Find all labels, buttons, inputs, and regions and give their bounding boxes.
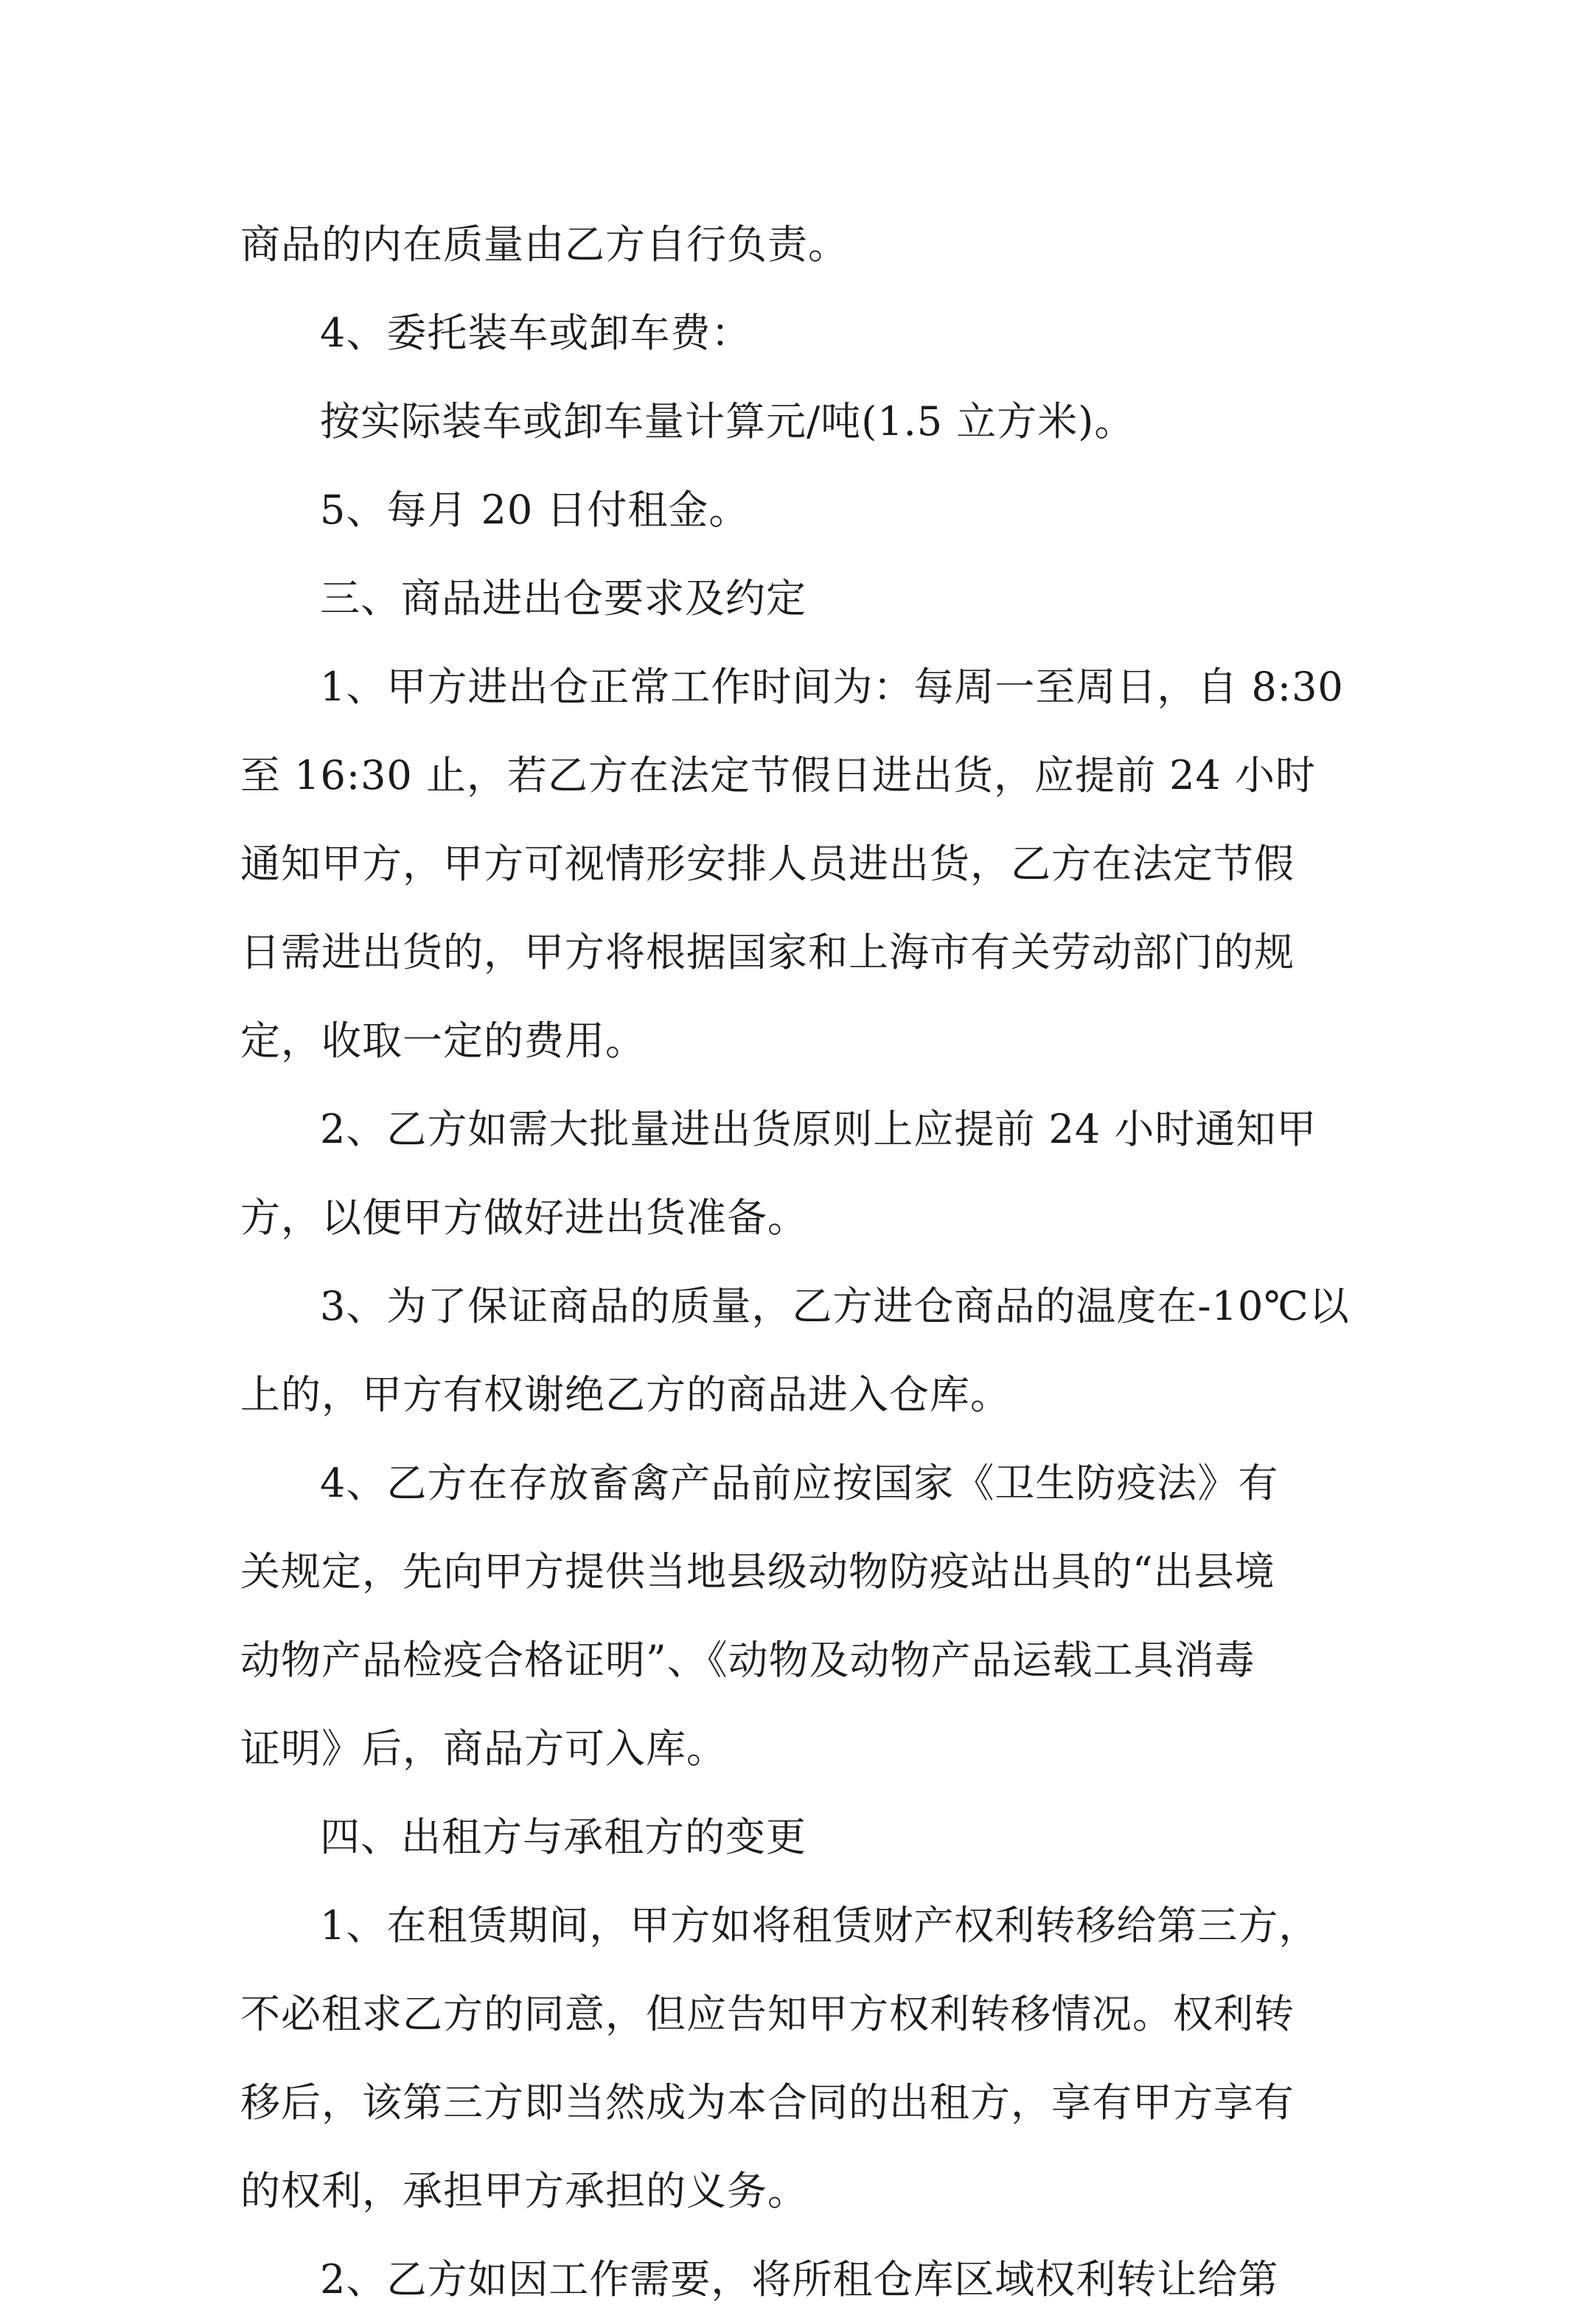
text-line: 证明》后，商品方可入库。 [240,1725,727,1772]
text-line: 按实际装车或卸车量计算元/吨(1.5 立方米)。 [320,398,1135,445]
text-line: 日需进出货的，甲方将根据国家和上海市有关劳动部门的规 [240,929,1295,975]
text-line: 商品的内在质量由乙方自行负责。 [240,221,849,268]
text-line: 4、委托装车或卸车费： [320,310,752,356]
section-heading: 三、商品进出仓要求及约定 [320,575,807,622]
text-line: 的权利，承担甲方承担的义务。 [240,2168,808,2214]
text-line: 移后，该第三方即当然成为本合同的出租方，享有甲方享有 [240,2079,1295,2126]
text-line: 4、乙方在存放畜禽产品前应按国家《卫生防疫法》有 [320,1460,1279,1506]
text-line: 5、每月 20 日付租金。 [320,487,750,533]
text-line: 2、乙方如因工作需要，将所租仓库区域权利转让给第 [320,2256,1279,2303]
text-line: 上的，甲方有权谢绝乙方的商品进入仓库。 [240,1371,1011,1418]
document-body [240,201,1361,2324]
text-line: 方，以便甲方做好进出货准备。 [240,1194,808,1241]
text-line: 1、甲方进出仓正常工作时间为：每周一至周日，自 8:30 [320,664,1344,710]
text-line: 2、乙方如需大批量进出货原则上应提前 24 小时通知甲 [320,1106,1317,1152]
text-line: 至 16:30 止，若乙方在法定节假日进出货，应提前 24 小时 [240,752,1316,799]
text-line: 定，收取一定的费用。 [240,1017,646,1064]
text-line: 通知甲方，甲方可视情形安排人员进出货，乙方在法定节假 [240,841,1295,887]
text-line: 1、在租赁期间，甲方如将租赁财产权利转移给第三方， [320,1902,1320,1949]
section-heading: 四、出租方与承租方的变更 [320,1814,807,1860]
text-line: 动物产品检疫合格证明”、《动物及动物产品运载工具消毒 [240,1637,1255,1683]
text-line: 不必租求乙方的同意，但应告知甲方权利转移情况。权利转 [240,1991,1295,2037]
text-line: 关规定，先向甲方提供当地县级动物防疫站出具的“出县境 [240,1548,1275,1595]
text-line: 3、为了保证商品的质量，乙方进仓商品的温度在-10℃以 [320,1283,1350,1329]
